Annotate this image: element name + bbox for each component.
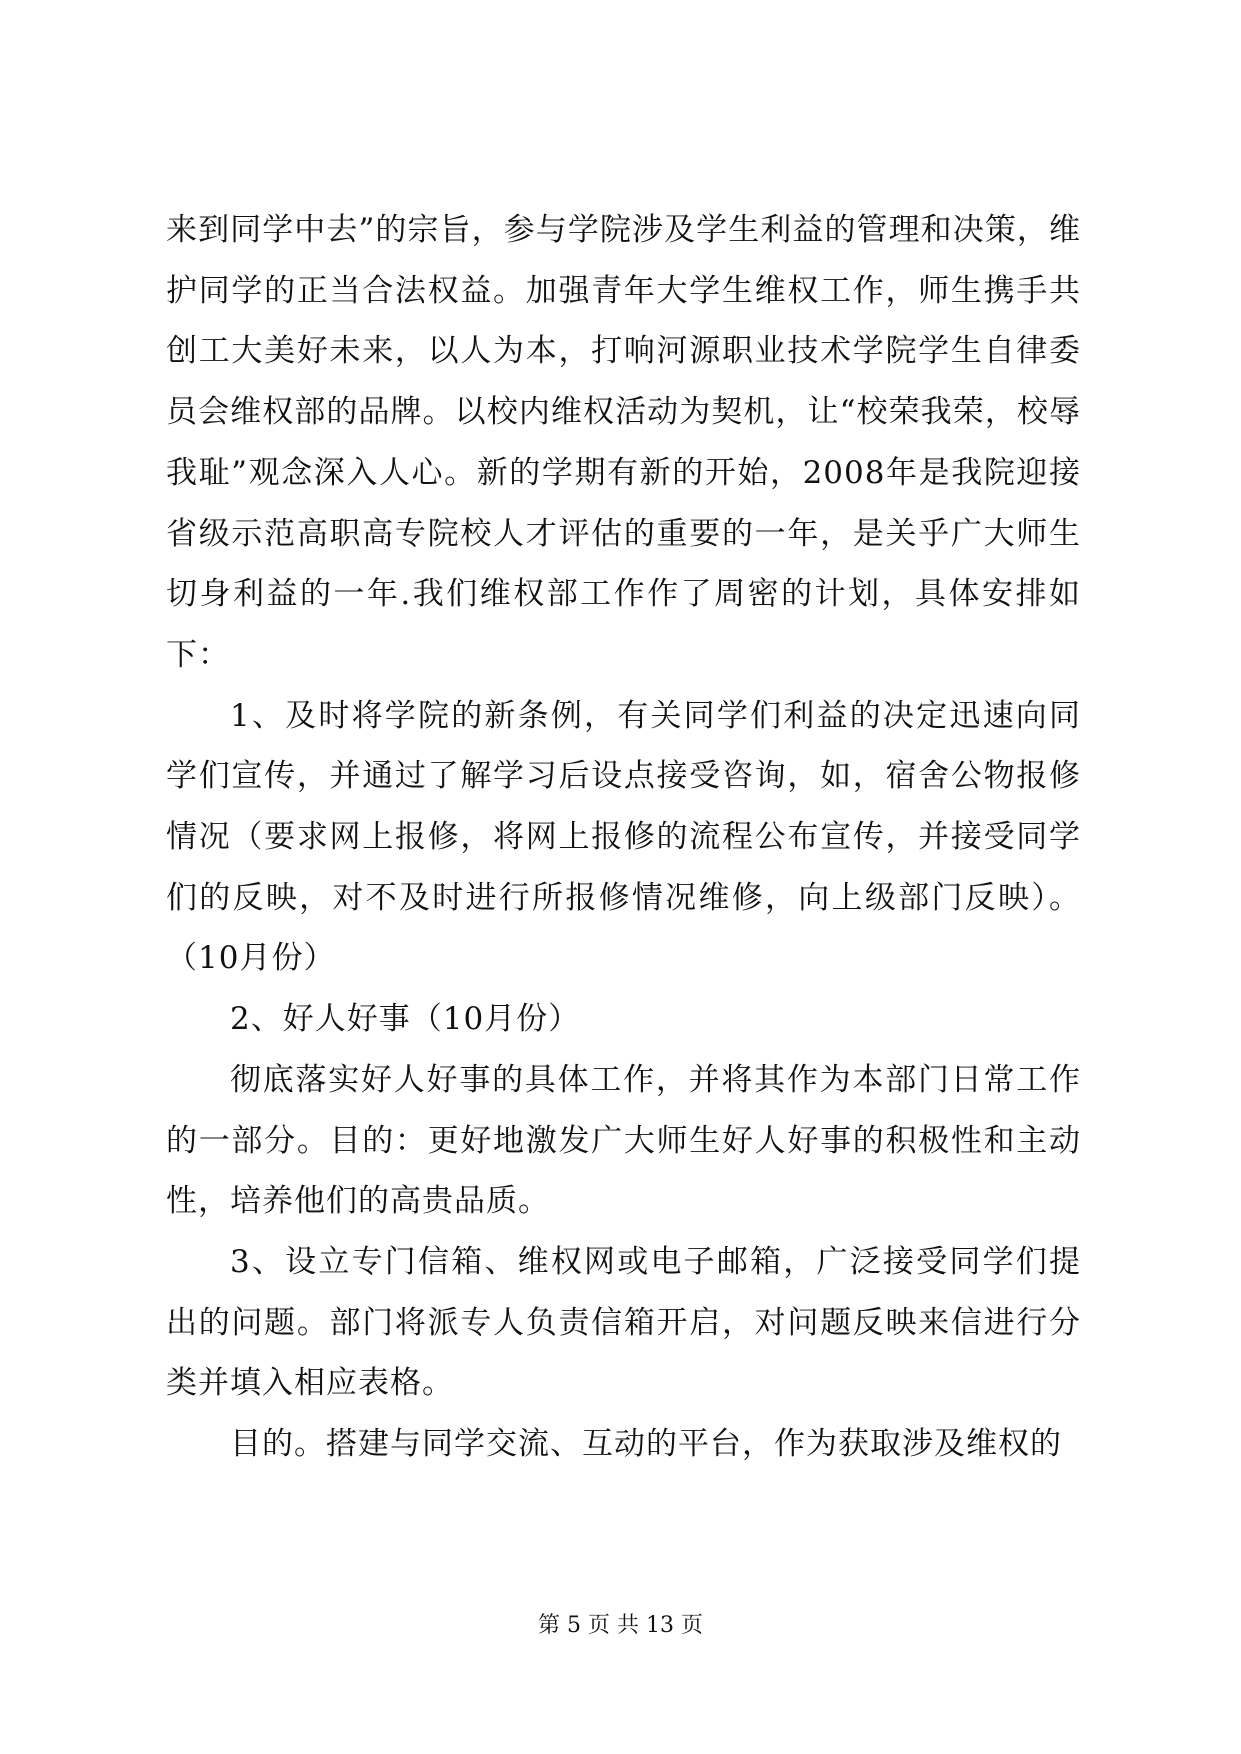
- document-body: [166, 200, 1081, 1475]
- paragraph-item-2-heading: 2、好人好事（10月份）: [230, 1001, 581, 1038]
- paragraph-item-3: 3、设立专门信箱、维权网或电子邮箱，广泛接受同学们提出的问题。部门将派专人负责信箱开启，对问题反映来信进行分类并填入相应表格。: [166, 1243, 1081, 1402]
- paragraph-mission: 来到同学中去”的宗旨，参与学院涉及学生利益的管理和决策，维护同学的正当合法权益。加强青年大学生维权工作，师生携手共创工大美好未来，以人为本，打响河源职业技术学院学生自律委员会维权部的品牌。以校内维权活动为契机，让“校荣我荣，校辱我耻”观念深入人心。新的学期有新的开始，2008年是我院迎接省级示范高职高专院校人才评估的重要的一年，是关乎广大师生切身利益的一年.我们维权部工作作了周密的计划，具体安排如下：: [166, 212, 1081, 673]
- paragraph-item-3-purpose: 目的。搭建与同学交流、互动的平台，作为获取涉及维权的: [230, 1426, 1062, 1463]
- page-number-footer: 第 5 页 共 13 页: [538, 1613, 703, 1638]
- paragraph-item-1: 1、及时将学院的新条例，有关同学们利益的决定迅速向同学们宣传，并通过了解学习后设点接受咨询，如，宿舍公物报修情况（要求网上报修，将网上报修的流程公布宣传，并接受同学们的反映，对不及时进行所报修情况维修，向上级部门反映）。（10月份）: [166, 697, 1081, 977]
- paragraph-item-2-detail: 彻底落实好人好事的具体工作，并将其作为本部门日常工作的一部分。目的：更好地激发广大师生好人好事的积极性和主动性，培养他们的高贵品质。: [166, 1061, 1081, 1220]
